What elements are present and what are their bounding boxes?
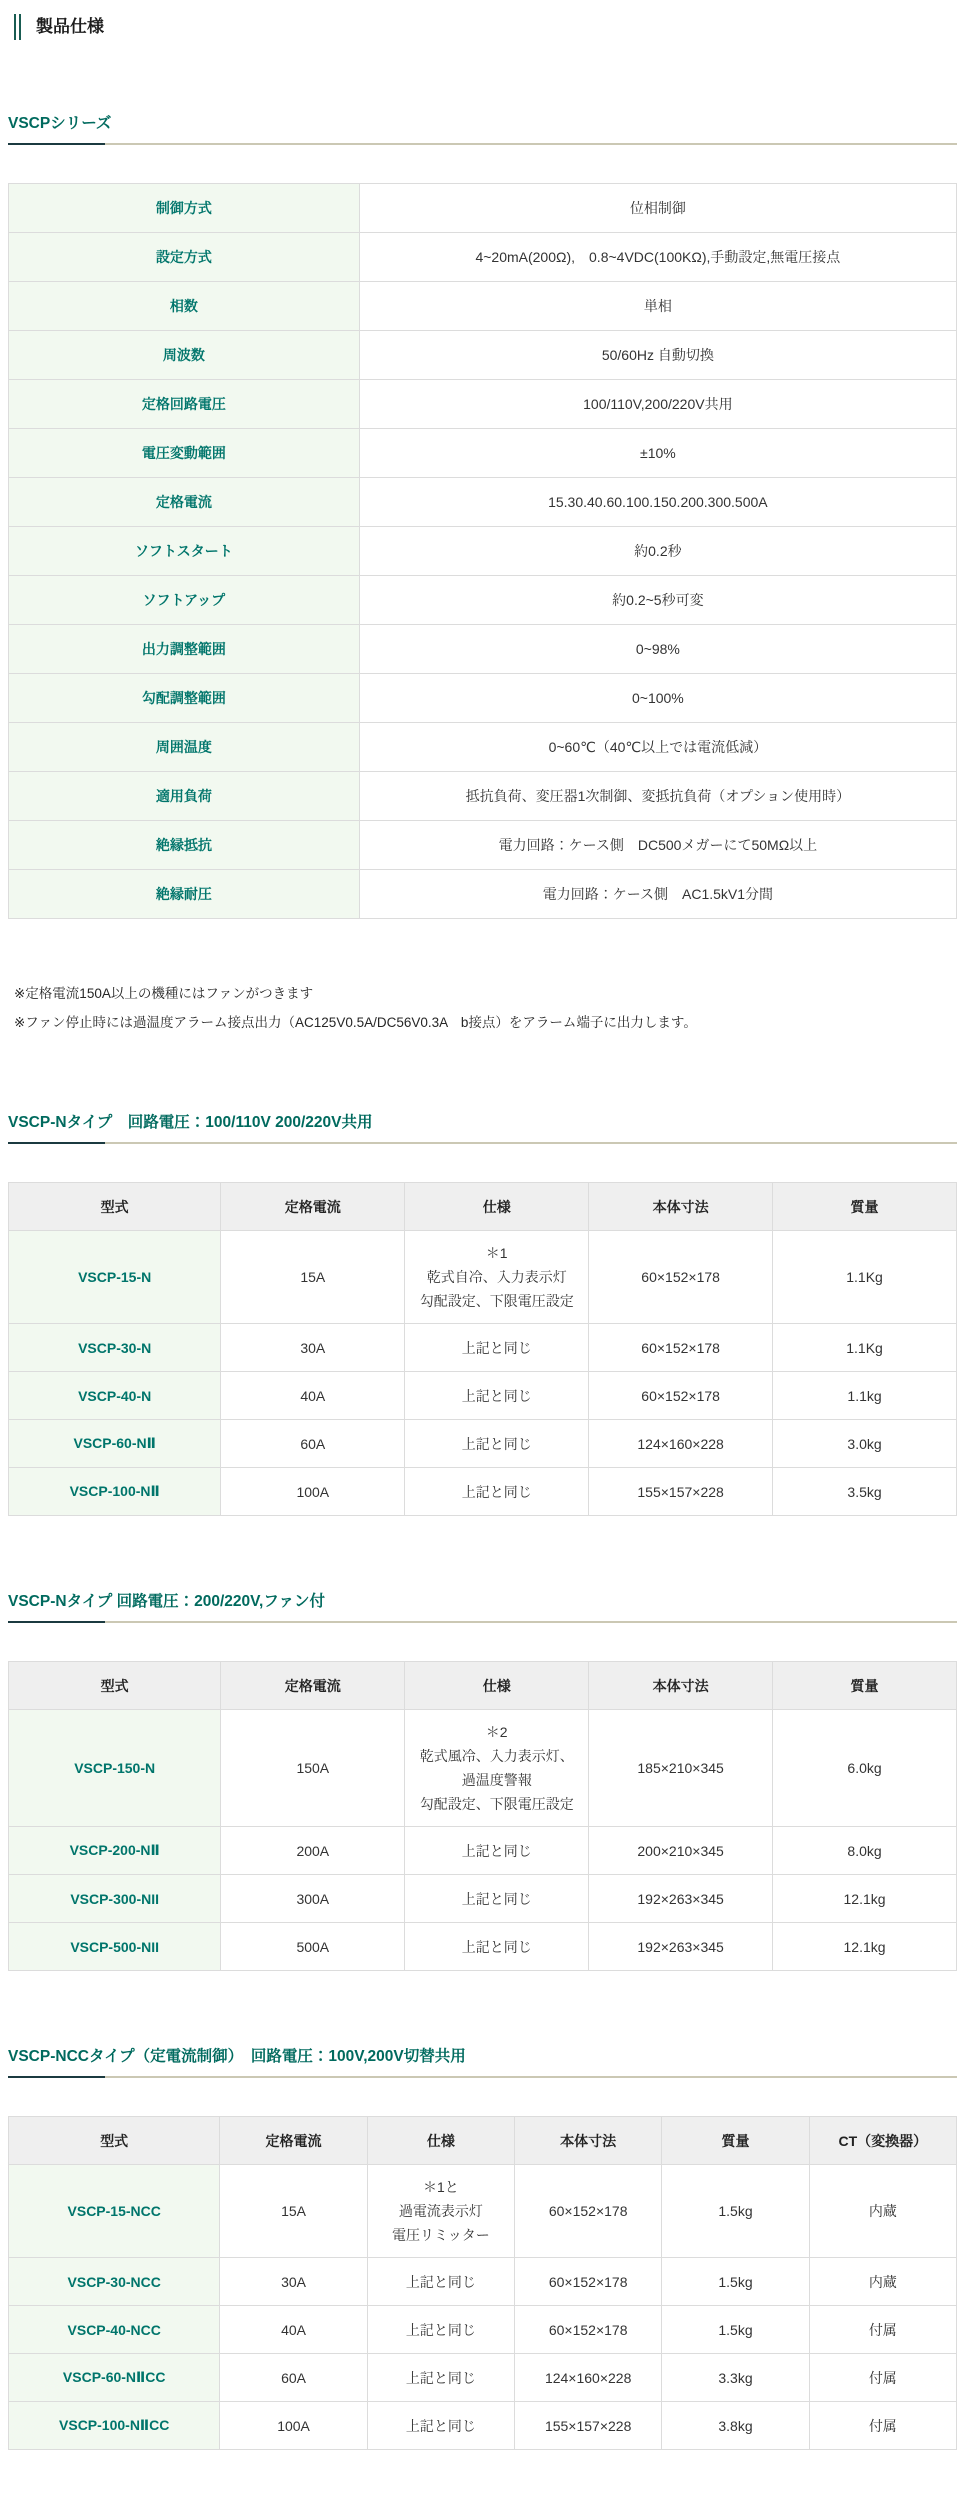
column-header-model: 型式 [9,1662,221,1710]
spec-value: 100/110V,200/220V共用 [359,380,956,429]
heading-underline-accent [8,1621,105,1623]
weight-cell: 12.1kg [773,1923,957,1971]
spec-label: 定格電流 [9,478,360,527]
current-cell: 150A [221,1710,405,1827]
dimensions-cell: 124×160×228 [515,2354,662,2402]
table-row [9,772,957,821]
table-row [9,1710,957,1827]
dimensions-cell: 155×157×228 [589,1468,773,1516]
current-cell: 15A [220,2165,367,2258]
table-row [9,184,957,233]
heading-underline-accent [8,143,105,145]
spec-label: 周波数 [9,331,360,380]
model-table [8,1661,957,1971]
spec-cell: 上記と同じ [405,1827,589,1875]
page-title: 製品仕様 [14,14,957,40]
model-name: VSCP-30-NCC [9,2258,220,2306]
weight-cell: 1.1Kg [773,1324,957,1372]
column-header-current: 定格電流 [221,1183,405,1231]
table-row [9,282,957,331]
heading-underline-accent [8,1142,105,1144]
table-row [9,1875,957,1923]
table-row [9,1827,957,1875]
column-header-dimensions: 本体寸法 [589,1662,773,1710]
model-name: VSCP-60-NⅡ [9,1420,221,1468]
spec-label: 制御方式 [9,184,360,233]
notes [14,979,957,1037]
spec-label: 絶縁抵抗 [9,821,360,870]
column-header-spec: 仕様 [405,1183,589,1231]
spec-line: ＊1 [485,1245,508,1261]
model-table [8,1182,957,1516]
dimensions-cell: 60×152×178 [589,1231,773,1324]
spec-label: 出力調整範囲 [9,625,360,674]
spec-cell [405,1710,589,1827]
current-cell: 500A [221,1923,405,1971]
model-name: VSCP-60-NⅡCC [9,2354,220,2402]
spec-cell: 上記と同じ [405,1420,589,1468]
spec-label: 設定方式 [9,233,360,282]
spec-line: 過電流表示灯 [398,2203,483,2219]
section-vscp-n-100v [8,1113,957,1516]
spec-label: ソフトアップ [9,576,360,625]
spec-value: 0~60℃（40℃以上では電流低減） [359,723,956,772]
column-header-dimensions: 本体寸法 [515,2117,662,2165]
weight-cell: 3.0kg [773,1420,957,1468]
weight-cell: 1.5kg [662,2306,809,2354]
weight-cell: 1.5kg [662,2165,809,2258]
spec-cell: 上記と同じ [367,2402,514,2450]
current-cell: 15A [221,1231,405,1324]
ct-cell: 付属 [809,2354,956,2402]
table-row [9,2258,957,2306]
table-row [9,1420,957,1468]
current-cell: 40A [220,2306,367,2354]
spec-value: 電力回路：ケース側 DC500メガーにて50MΩ以上 [359,821,956,870]
model-name: VSCP-150-N [9,1710,221,1827]
current-cell: 100A [220,2402,367,2450]
column-header-current: 定格電流 [220,2117,367,2165]
note-line: ※定格電流150A以上の機種にはファンがつきます [14,986,314,1001]
dimensions-cell: 60×152×178 [515,2306,662,2354]
ct-cell: 付属 [809,2402,956,2450]
section-vscp-n-200v-fan [8,1592,957,1971]
dimensions-cell: 192×263×345 [589,1923,773,1971]
dimensions-cell: 185×210×345 [589,1710,773,1827]
table-row [9,331,957,380]
dimensions-cell: 60×152×178 [589,1372,773,1420]
spec-label: 電圧変動範囲 [9,429,360,478]
table-row [9,1468,957,1516]
section-heading: VSCP-Nタイプ 回路電圧：100/110V 200/220V共用 [8,1114,373,1131]
heading-underline [8,1621,957,1623]
table-row [9,674,957,723]
dimensions-cell: 124×160×228 [589,1420,773,1468]
header-row [9,2117,957,2165]
table-row [9,429,957,478]
current-cell: 60A [220,2354,367,2402]
dimensions-cell: 192×263×345 [589,1875,773,1923]
table-row [9,870,957,919]
model-name: VSCP-100-NⅡCC [9,2402,220,2450]
section-vscp-ncc [8,2047,957,2450]
weight-cell: 6.0kg [773,1710,957,1827]
heading-underline [8,143,957,145]
model-name: VSCP-500-NII [9,1923,221,1971]
spec-label: ソフトスタート [9,527,360,576]
column-header-spec: 仕様 [367,2117,514,2165]
weight-cell: 3.3kg [662,2354,809,2402]
spec-line: 乾式自冷、入力表示灯 [426,1269,567,1285]
table-row [9,576,957,625]
weight-cell: 3.8kg [662,2402,809,2450]
table-row [9,527,957,576]
spec-cell: 上記と同じ [367,2306,514,2354]
spec-line: 乾式風冷、入力表示灯、 [419,1748,574,1764]
table-row [9,233,957,282]
table-row [9,1372,957,1420]
table-row [9,625,957,674]
spec-line: ＊1と [422,2179,459,2195]
spec-value: 50/60Hz 自動切換 [359,331,956,380]
heading-underline-accent [8,2076,105,2078]
weight-cell: 1.5kg [662,2258,809,2306]
ct-cell: 付属 [809,2306,956,2354]
spec-cell: 上記と同じ [367,2354,514,2402]
column-header-weight: 質量 [773,1183,957,1231]
spec-table [8,183,957,919]
model-name: VSCP-200-NⅡ [9,1827,221,1875]
section-heading: VSCPシリーズ [8,115,112,132]
spec-value: 4~20mA(200Ω), 0.8~4VDC(100KΩ),手動設定,無電圧接点 [359,233,956,282]
table-row [9,1324,957,1372]
model-table [8,2116,957,2450]
ct-cell: 内蔵 [809,2258,956,2306]
weight-cell: 12.1kg [773,1875,957,1923]
column-header-spec: 仕様 [405,1662,589,1710]
spec-cell [367,2165,514,2258]
model-name: VSCP-30-N [9,1324,221,1372]
table-row [9,821,957,870]
current-cell: 300A [221,1875,405,1923]
spec-label: 適用負荷 [9,772,360,821]
spec-label: 絶縁耐圧 [9,870,360,919]
spec-cell: 上記と同じ [405,1324,589,1372]
model-name: VSCP-40-N [9,1372,221,1420]
current-cell: 40A [221,1372,405,1420]
spec-value: 抵抗負荷、変圧器1次制御、変抵抗負荷（オプション使用時） [359,772,956,821]
weight-cell: 3.5kg [773,1468,957,1516]
weight-cell: 1.1Kg [773,1231,957,1324]
table-row [9,2402,957,2450]
current-cell: 100A [221,1468,405,1516]
spec-cell [405,1231,589,1324]
table-row [9,478,957,527]
dimensions-cell: 60×152×178 [589,1324,773,1372]
heading-underline [8,2076,957,2078]
spec-line: 電圧リミッター [391,2227,490,2243]
section-heading: VSCP-NCCタイプ（定電流制御） 回路電圧：100V,200V切替共用 [8,2048,466,2065]
dimensions-cell: 60×152×178 [515,2165,662,2258]
header-row [9,1662,957,1710]
current-cell: 60A [221,1420,405,1468]
spec-label: 定格回路電圧 [9,380,360,429]
spec-value: 15.30.40.60.100.150.200.300.500A [359,478,956,527]
spec-value: 単相 [359,282,956,331]
weight-cell: 1.1kg [773,1372,957,1420]
model-name: VSCP-300-NII [9,1875,221,1923]
column-header-dimensions: 本体寸法 [589,1183,773,1231]
model-name: VSCP-15-N [9,1231,221,1324]
table-row [9,1231,957,1324]
section-vscp-series [8,114,957,1037]
spec-label: 周囲温度 [9,723,360,772]
spec-cell: 上記と同じ [367,2258,514,2306]
column-header-model: 型式 [9,1183,221,1231]
heading-underline [8,1142,957,1144]
spec-value: 約0.2~5秒可変 [359,576,956,625]
column-header-model: 型式 [9,2117,220,2165]
table-row [9,2354,957,2402]
spec-value: 0~100% [359,674,956,723]
spec-cell: 上記と同じ [405,1875,589,1923]
current-cell: 30A [220,2258,367,2306]
ct-cell: 内蔵 [809,2165,956,2258]
current-cell: 200A [221,1827,405,1875]
table-row [9,2165,957,2258]
spec-line: 勾配設定、下限電圧設定 [419,1796,574,1812]
header-row [9,1183,957,1231]
model-name: VSCP-40-NCC [9,2306,220,2354]
dimensions-cell: 60×152×178 [515,2258,662,2306]
current-cell: 30A [221,1324,405,1372]
table-row [9,723,957,772]
spec-label: 相数 [9,282,360,331]
column-header-weight: 質量 [662,2117,809,2165]
dimensions-cell: 200×210×345 [589,1827,773,1875]
column-header-current: 定格電流 [221,1662,405,1710]
spec-line: 勾配設定、下限電圧設定 [419,1293,574,1309]
table-row [9,1923,957,1971]
model-name: VSCP-15-NCC [9,2165,220,2258]
spec-value: 約0.2秒 [359,527,956,576]
spec-label: 勾配調整範囲 [9,674,360,723]
section-heading: VSCP-Nタイプ 回路電圧：200/220V,ファン付 [8,1593,326,1610]
spec-cell: 上記と同じ [405,1372,589,1420]
table-row [9,380,957,429]
spec-line: 過温度警報 [461,1772,532,1788]
spec-cell: 上記と同じ [405,1923,589,1971]
column-header-ct: CT（変換器） [809,2117,956,2165]
dimensions-cell: 155×157×228 [515,2402,662,2450]
spec-value: ±10% [359,429,956,478]
model-name: VSCP-100-NⅡ [9,1468,221,1516]
note-line: ※ファン停止時には過温度アラーム接点出力（AC125V0.5A/DC56V0.3A b接点）をアラーム端子に出力します。 [14,1015,697,1030]
spec-value: 0~98% [359,625,956,674]
weight-cell: 8.0kg [773,1827,957,1875]
spec-line: ＊2 [485,1724,508,1740]
spec-value: 電力回路：ケース側 AC1.5kV1分間 [359,870,956,919]
table-row [9,2306,957,2354]
column-header-weight: 質量 [773,1662,957,1710]
spec-cell: 上記と同じ [405,1468,589,1516]
spec-value: 位相制御 [359,184,956,233]
